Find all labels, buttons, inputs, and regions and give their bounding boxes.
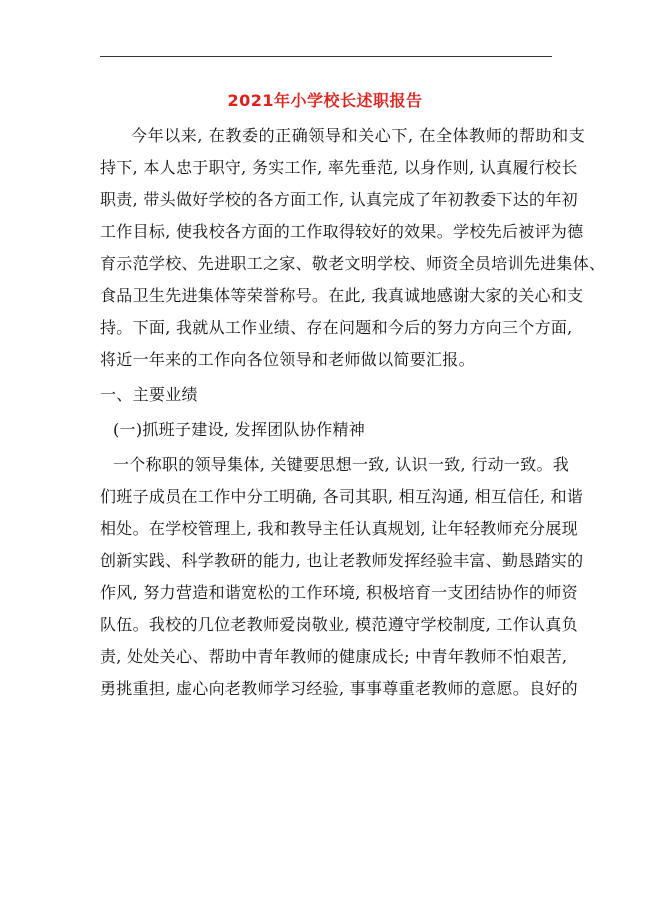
body-line: 相处。在学校管理上, 我和教导主任认真规划, 让年轻教师充分展现 <box>100 519 578 538</box>
intro-line: 持下, 本人忠于职守, 务实工作, 率先垂范, 以身作则, 认真履行校长 <box>100 158 578 177</box>
body-line: 一个称职的领导集体, 关键要思想一致, 认识一致, 行动一致。我 <box>113 455 570 474</box>
document-body <box>100 120 606 705</box>
body-line: 勇挑重担, 虚心向老教师学习经验, 事事尊重老教师的意愿。良好的 <box>100 679 578 698</box>
intro-line: 食品卫生先进集体等荣誉称号。在此, 我真诚地感谢大家的关心和支 <box>100 286 584 305</box>
subsection-heading: (一)抓班子建设, 发挥团队协作精神 <box>113 420 366 439</box>
intro-line: 育示范学校、先进职工之家、敬老文明学校、师资全员培训先进集体、 <box>100 254 606 273</box>
body-line: 作风, 努力营造和谐宽松的工作环境, 积极培育一支团结协作的师资 <box>100 583 578 602</box>
body-line: 队伍。我校的几位老教师爱岗敬业, 模范遵守学校制度, 工作认真负 <box>100 615 578 634</box>
intro-line: 持。下面, 我就从工作业绩、存在问题和今后的努力方向三个方面, <box>100 318 573 337</box>
body-line: 责, 处处关心、帮助中青年教师的健康成长; 中青年教师不怕艰苦, <box>100 647 568 666</box>
intro-line: 今年以来, 在教委的正确领导和关心下, 在全体教师的帮助和支 <box>131 126 586 145</box>
body-line: 们班子成员在工作中分工明确, 各司其职, 相互沟通, 相互信任, 和谐 <box>100 487 584 506</box>
intro-line: 工作目标, 使我校各方面的工作取得较好的效果。学校先后被评为德 <box>100 222 584 241</box>
intro-line: 职责, 带头做好学校的各方面工作, 认真完成了年初教委下达的年初 <box>100 190 578 209</box>
body-line: 创新实践、科学教研的能力, 也让老教师发挥经验丰富、勤恳踏实的 <box>100 551 584 570</box>
intro-line: 将近一年来的工作向各位领导和老师做以简要汇报。 <box>100 350 475 369</box>
document-title: 2021年小学校长述职报告 <box>227 91 423 110</box>
header-rule <box>100 56 552 57</box>
section-heading: 一、主要业绩 <box>100 385 198 404</box>
